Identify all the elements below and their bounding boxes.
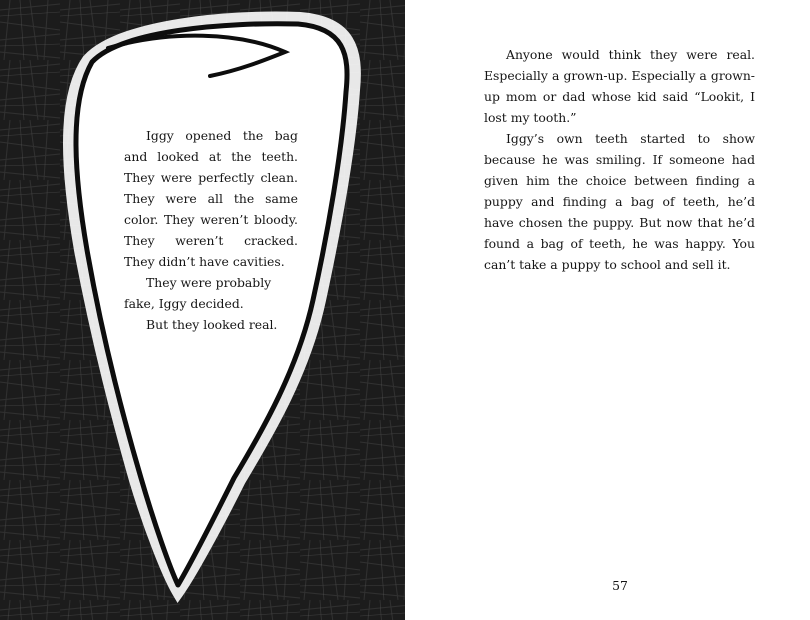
paragraph: Iggy’s own teeth started to show because he was smiling. If someone had given him the choice between finding a puppy and finding a bag of teeth, he’d have chosen the puppy. But now that he’d found a bag of teeth, he was happy. You can’t take a puppy to school and sell it. (484, 131, 755, 272)
paragraph: Iggy opened the bag and looked at the teeth. They were perfectly clean. They were all the same color. They weren’t bloody. They weren’t cracked. They didn’t have cavities. (124, 128, 298, 269)
left-page-text (124, 125, 298, 335)
paragraph: They were probably fake, Iggy decided. (124, 275, 272, 311)
right-page (405, 0, 810, 620)
right-page-text (484, 44, 755, 275)
paragraph: But they looked real. (146, 317, 278, 332)
page-number: 57 (612, 578, 628, 593)
paragraph: Anyone would think they were real. Especially a grown-up. Especially a grown-up mom or dad whose kid said “Lookit, I lost my tooth.” (484, 47, 755, 125)
